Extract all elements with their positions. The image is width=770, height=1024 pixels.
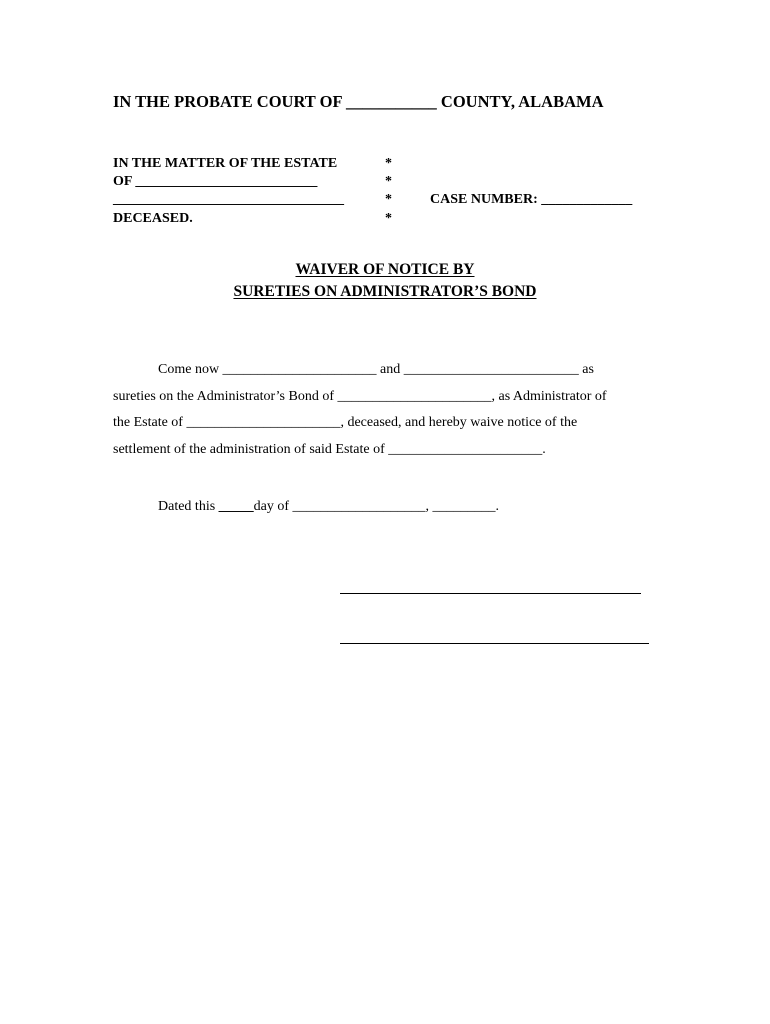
case-number: CASE NUMBER: _____________ [430, 192, 633, 207]
caption-deceased-line: DECEASED. [113, 211, 193, 226]
body-paragraph-line: settlement of the administration of said Estate of ______________________. [113, 442, 546, 457]
heading-text: SURETIES ON ADMINISTRATOR’S BOND [233, 283, 537, 300]
dated-line [158, 499, 499, 515]
body-paragraph-line: sureties on the Administrator’s Bond of ______________________, as Administrator of [113, 389, 607, 404]
signature-line [340, 643, 649, 644]
caption-separator-star: * [385, 174, 392, 189]
dated-suffix: day of ___________________, _________. [253, 499, 500, 514]
caption-name-line: _________________________________ [113, 192, 344, 207]
caption-estate-line: IN THE MATTER OF THE ESTATE [113, 156, 338, 171]
document-heading-line1 [0, 261, 770, 279]
body-paragraph-line: the Estate of ______________________, deceased, and hereby waive notice of the [113, 415, 578, 430]
document-heading-line2 [0, 283, 770, 301]
caption-separator-star: * [385, 211, 392, 226]
signature-line [340, 593, 641, 594]
caption-separator-star: * [385, 156, 392, 171]
heading-text: WAIVER OF NOTICE BY [295, 261, 475, 278]
body-paragraph-line: Come now ______________________ and _________________________ as [158, 362, 594, 377]
caption-separator-star: * [385, 192, 392, 207]
dated-day-blank: _____ [218, 499, 254, 514]
dated-prefix: Dated this [158, 499, 219, 514]
court-title: IN THE PROBATE COURT OF ___________ COUNTY, ALABAMA [113, 92, 604, 111]
caption-of-line: OF __________________________ [113, 174, 318, 189]
